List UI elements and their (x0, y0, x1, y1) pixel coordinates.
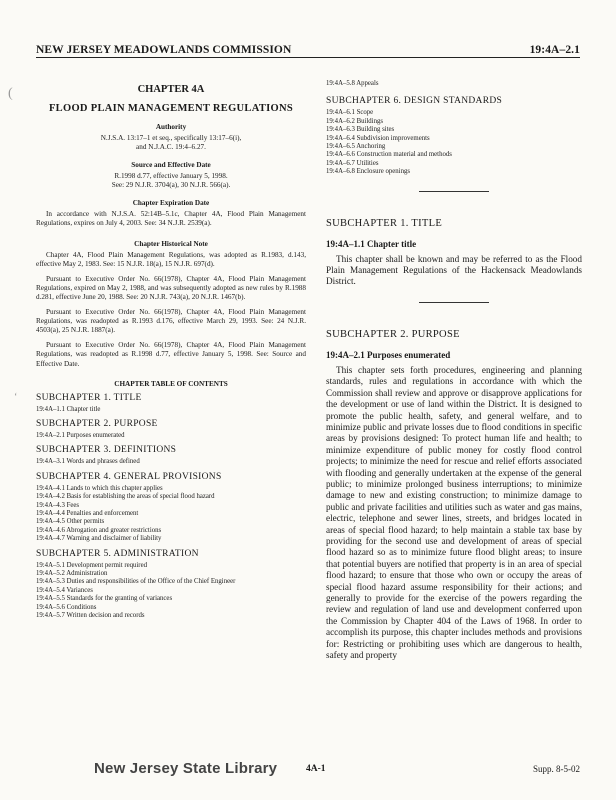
page-footer (36, 762, 580, 782)
scan-mark: ‘ (14, 392, 18, 403)
toc-entry[interactable]: 19:4A–6.7 Utilities (326, 159, 379, 167)
running-header (36, 38, 580, 56)
toc-subchapter-title: SUBCHAPTER 1. TITLE (36, 392, 142, 403)
toc-entry[interactable]: 19:4A–4.6 Abrogation and greater restrictions (36, 526, 162, 534)
source-line: See: 29 N.J.R. 3704(a), 30 N.J.R. 566(a). (111, 181, 231, 190)
toc-entry[interactable]: 19:4A–6.3 Building sites (326, 126, 395, 134)
section-title: 19:4A–1.1 Chapter title (326, 238, 417, 249)
page-number: 4A-1 (306, 764, 326, 774)
left-column (36, 72, 306, 621)
header-section-number: 19:4A–2.1 (529, 44, 580, 56)
toc-entry[interactable]: 19:4A–6.6 Construction material and methods (326, 151, 452, 159)
subchapter-heading: SUBCHAPTER 2. PURPOSE (326, 328, 460, 340)
toc-entry[interactable]: 19:4A–6.1 Scope (326, 109, 374, 117)
source-heading: Source and Effective Date (131, 161, 211, 170)
toc-entry[interactable]: 19:4A–5.6 Conditions (36, 603, 97, 611)
toc-entry[interactable]: 19:4A–4.7 Warning and disclaimer of liability (36, 535, 162, 543)
section-divider (419, 191, 489, 192)
toc-entry[interactable]: 19:4A–5.4 Variances (36, 586, 93, 594)
history-paragraph: Pursuant to Executive Order No. 66(1978), Chapter 4A, Flood Plain Management Regulations, was readopted as R.1998 d.77, effective January 5, 1998. See: Source and Effective Date. (36, 341, 306, 368)
toc-entry[interactable]: 19:4A–4.5 Other permits (36, 518, 105, 526)
toc-subchapter-title: SUBCHAPTER 2. PURPOSE (36, 419, 158, 429)
toc-entry[interactable]: 19:4A–4.4 Penalties and enforcement (36, 510, 139, 518)
chapter-title: FLOOD PLAIN MANAGEMENT REGULATIONS (48, 103, 294, 114)
authority-line: and N.J.A.C. 19:4–6.27. (136, 143, 206, 152)
toc-subchapter-title: SUBCHAPTER 6. DESIGN STANDARDS (326, 96, 503, 107)
toc-entry[interactable]: 19:4A–1.1 Chapter title (36, 405, 101, 413)
toc-entry[interactable]: 19:4A–2.1 Purposes enumerated (36, 432, 125, 439)
toc-entry[interactable]: 19:4A–6.5 Anchoring (326, 143, 386, 151)
subchapter-heading: SUBCHAPTER 1. TITLE (326, 217, 443, 229)
scan-mark: ( (8, 86, 13, 101)
header-rule (36, 57, 580, 58)
chapter-number: CHAPTER 4A (137, 84, 205, 95)
source-line: R.1998 d.77, effective January 5, 1998. (114, 172, 228, 181)
right-column (326, 80, 582, 661)
toc-entry[interactable]: 19:4A–5.1 Development permit required (36, 561, 147, 569)
toc-entry[interactable]: 19:4A–6.2 Buildings (326, 117, 384, 125)
header-commission: NEW JERSEY MEADOWLANDS COMMISSION (36, 44, 292, 56)
toc-subchapter-title: SUBCHAPTER 5. ADMINISTRATION (36, 548, 199, 559)
toc-entry[interactable]: 19:4A–6.8 Enclosure openings (326, 168, 411, 176)
toc-entry[interactable]: 19:4A–4.1 Lands to which this chapter applies (36, 484, 163, 492)
section-divider (419, 302, 489, 303)
authority-heading: Authority (155, 123, 187, 131)
toc-entry[interactable]: 19:4A–6.4 Subdivision improvements (326, 134, 430, 142)
toc-entry[interactable]: 19:4A–5.8 Appeals (326, 80, 379, 87)
section-text: This chapter shall be known and may be referred to as the Flood Plain Management Regulations of the Hackensack Meadowlands District. (326, 253, 582, 287)
section-title: 19:4A–2.1 Purposes enumerated (326, 349, 451, 360)
toc-entry[interactable]: 19:4A–4.2 Basis for establishing the areas of special flood hazard (36, 493, 215, 501)
toc-entry[interactable]: 19:4A–5.5 Standards for the granting of variances (36, 595, 173, 603)
toc-heading: CHAPTER TABLE OF CONTENTS (114, 379, 228, 388)
toc-subchapter-title: SUBCHAPTER 3. DEFINITIONS (36, 445, 177, 456)
history-heading: Chapter Historical Note (134, 239, 208, 248)
toc-entry[interactable]: 19:4A–5.7 Written decision and records (36, 612, 145, 620)
toc-entry[interactable]: 19:4A–4.3 Fees (36, 501, 80, 509)
expiration-text: In accordance with N.J.S.A. 52:14B–5.1c, Chapter 4A, Flood Plain Management Regulations, expires on July 4, 2003. See: 34 N.J.R. 2539(a). (36, 210, 306, 228)
history-paragraph: Pursuant to Executive Order No. 66(1978), Chapter 4A, Flood Plain Management Regulations, was readopted as R.1993 d.176, effective March 29, 1993. See: 24 N.J.R. 4503(a), 25 N.J.R. 1887(a). (36, 308, 306, 335)
history-paragraph: Chapter 4A, Flood Plain Management Regulations, was adopted as R.1983, d.143, effective May 2, 1983. See: 15 N.J.R. 18(a), 15 N.J.R. 697(d). (36, 250, 306, 268)
supplement-date: Supp. 8-5-02 (533, 764, 580, 774)
toc-entry[interactable]: 19:4A–5.3 Duties and responsibilities of the Office of the Chief Engineer (36, 578, 236, 586)
authority-line: N.J.S.A. 13:17–1 et seq., specifically 13:17–6(i), (100, 134, 242, 142)
toc-entry[interactable]: 19:4A–3.1 Words and phrases defined (36, 458, 140, 466)
toc-subchapter-title: SUBCHAPTER 4. GENERAL PROVISIONS (36, 471, 222, 482)
library-stamp: New Jersey State Library (94, 760, 278, 777)
section-text: This chapter sets forth procedures, engineering and planning standards, rules and regulations in accordance with which the Commission shall review and approve or disapprove applications for the development or use of land within the District. It is designed to promote the public health, safety, and general welfare, and to minimize public and private losses due to flood conditions in specific areas by provisions designed: To protect human life and health; to minimize expenditure of public money for costly flood control projects; to minimize the need for rescue and relief efforts associated with flooding and generally undertaken at the expense of the general public; to minimize prolonged business interruptions; to minimize damage to new and existing construction; to minimize damage to public and private facilities and utilities such as water and gas mains, electric, telephone and sewer lines, streets, and bridges located in areas of special flood hazard; to help maintain a stable tax base by providing for the second use and development of areas of special flood hazard so as to minimize future flood blight areas; to insure that potential buyers are notified that property is in an area of special flood hazard; to ensure that those who own or occupy the areas of special flood hazard assume responsibility for their actions; and generally to provide for the exercise of the powers regarding the review and regulation of land use and development conferred upon the Commission by Chapter 404 of the Laws of 1968. In order to accomplish its purpose, this chapter includes methods and provisions for: Restricting or prohibiting uses which are dangerous to health, safety and property (326, 364, 582, 661)
history-paragraph: Pursuant to Executive Order No. 66(1978), Chapter 4A, Flood Plain Management Regulations, expired on May 2, 1988, and was subsequently adopted as new rules by R.1988 d.281, effective June 20, 1988. See: 20 N.J.R. 743(a), 20 N.J.R. 1467(b). (36, 274, 306, 301)
toc-entry[interactable]: 19:4A–5.2 Administration (36, 570, 108, 578)
expiration-heading: Chapter Expiration Date (132, 199, 210, 208)
